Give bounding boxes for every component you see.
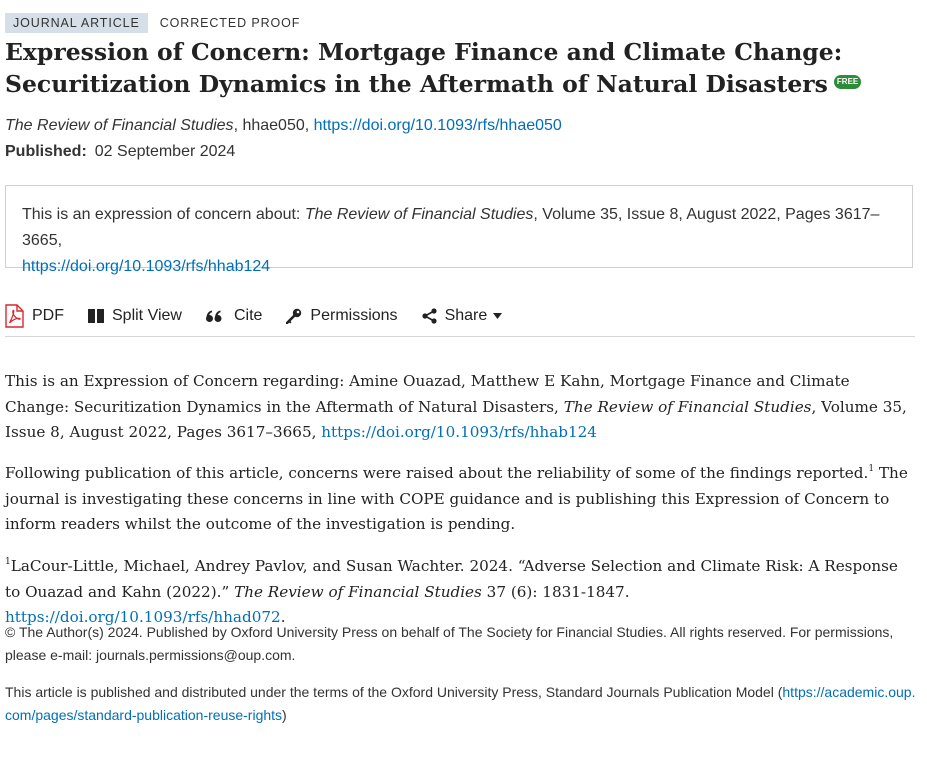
split-view-icon [88,309,104,323]
doi-link[interactable]: https://doi.org/10.1093/rfs/hhae050 [313,117,562,134]
cite-label: Cite [233,307,263,324]
p1-doi-link[interactable]: https://doi.org/10.1093/rfs/hhab124 [321,423,597,441]
license-suffix: ) [282,707,287,723]
eoc-journal: The Review of Financial Studies [304,206,534,223]
permissions-button[interactable] [286,302,397,330]
published-date: 02 September 2024 [94,143,236,160]
p1-prefix: This is an Expression of Concern regarding: Amine Ouazad, Matthew E Kahn, Mortgage Finance and Climate Change: Securitization Dynamics in the Aftermath of Natural Disasters, [5,372,850,416]
footnote [5,554,910,631]
eoc-doi-link[interactable]: https://doi.org/10.1093/rfs/hhab124 [22,258,271,275]
key-icon [286,308,302,324]
license-notice [5,681,917,727]
footnote-reference[interactable]: 1 [868,464,875,474]
journal-name: The Review of Financial Studies [5,117,234,134]
expression-of-concern-box [5,185,913,275]
footnote-details: 37 (6): 1831-1847. [481,582,630,601]
free-badge: FREE [834,75,861,89]
p1-details: , Volume 35, Issue 8, August 2022, Pages 3617–3665, [5,397,907,441]
article-title [5,36,905,100]
permissions-label: Permissions [310,307,398,324]
published-line [5,142,235,162]
cite-button[interactable] [206,302,262,330]
pdf-icon [5,304,24,328]
eoc-prefix: This is an expression of concern about: [22,206,305,223]
p2-after: The journal is investigating these concerns in line with COPE guidance and is publishing this Expression of Concern to inform readers whilst the outcome of the investigation is pending. [5,464,908,533]
body-paragraph-2 [5,461,910,538]
body-paragraph-1 [5,369,910,446]
p2-before: Following publication of this article, concerns were raised about the reliability of some of the findings reported. [5,464,869,482]
copyright-notice: © The Author(s) 2024. Published by Oxford University Press on behalf of The Society for Financial Studies. All rights reserved. For permissions, please e-mail: journals.permissions@oup.com. [5,624,894,663]
footnote-number: 1 [5,557,11,567]
article-title-text: Expression of Concern: Mortgage Finance and Climate Change: Securitization Dynamics in the Aftermath of Natural Disasters [5,38,843,98]
share-button[interactable] [422,302,503,330]
license-link[interactable]: https://academic.oup.com/pages/standard-publication-reuse-rights [5,684,916,723]
published-label: Published: [5,143,87,160]
footnote-text: LaCour-Little, Michael, Andrey Pavlov, and Susan Wachter. 2024. “Adverse Selection and Climate Risk: A Response to Ouazad and Kahn (2022).” [5,557,898,601]
article-toolbar [5,302,915,337]
footnote-end: . [280,608,286,626]
pdf-button[interactable] [5,302,64,330]
footnote-journal: The Review of Financial Studies [234,582,482,601]
split-view-label: Split View [112,307,182,324]
article-type-tag: JOURNAL ARTICLE [5,13,148,33]
caret-down-icon [493,313,502,319]
license-prefix: This article is published and distributed under the terms of the Oxford University Press, Standard Journals Publication Model ( [5,684,783,700]
share-icon [422,308,437,324]
split-view-button[interactable] [88,302,182,330]
p1-journal: The Review of Financial Studies [563,397,812,416]
pdf-label: PDF [32,307,64,324]
share-label: Share [444,307,488,324]
eoc-details: , Volume 35, Issue 8, August 2022, Pages 3617–3665, [22,206,880,249]
proof-status-tag: CORRECTED PROOF [159,15,301,30]
article-id: , hhae050, [233,117,314,134]
quote-icon [206,310,222,323]
citation-line [5,116,562,136]
footnote-doi-link[interactable]: https://doi.org/10.1093/rfs/hhad072 [5,608,281,626]
article-tags [5,13,300,33]
